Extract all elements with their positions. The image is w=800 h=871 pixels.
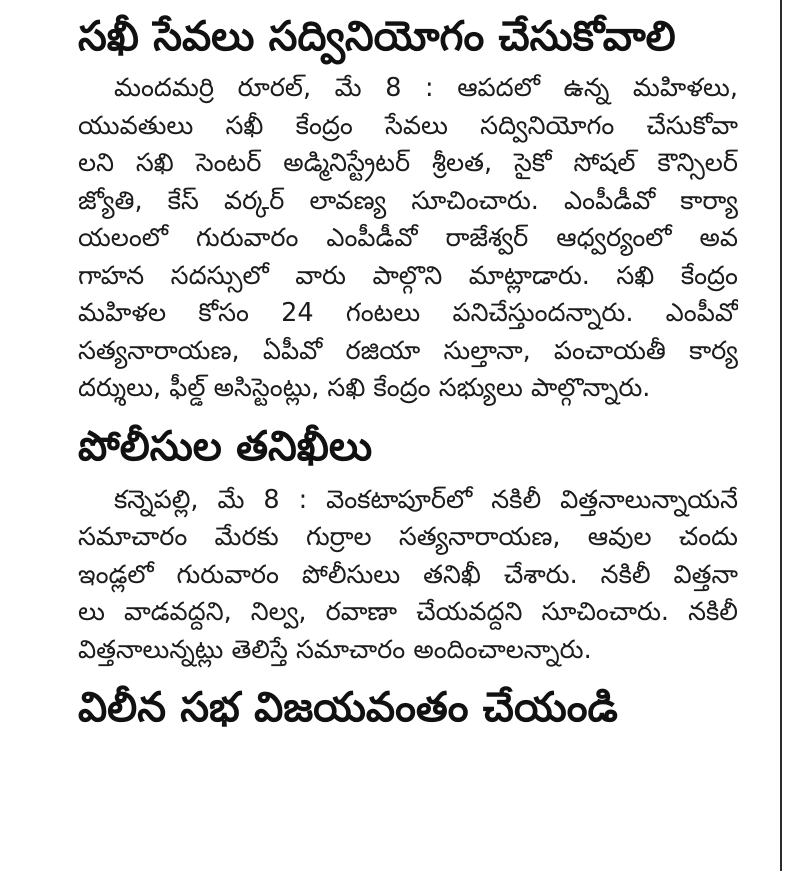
body-line: మందమర్రి రూరల్, మే 8 : ఆపదలో ఉన్న మహిళలు, xyxy=(114,73,738,103)
body-line: గాహన సదస్సులో వారు పాల్గొని మాట్లాడారు. సఖి కేంద్రం xyxy=(78,260,738,291)
body-line: లని సఖి సెంటర్ అడ్మినిస్ట్రేటర్ శ్రీలత, సైకో సోషల్ కౌన్సిలర్ xyxy=(78,148,738,178)
article-body-police-inspections xyxy=(78,482,738,670)
article-merger-meeting xyxy=(78,679,738,735)
body-line: సమాచారం మేరకు గుర్రాల సత్యనారాయణ, ఆవుల చందు xyxy=(78,522,738,552)
headline-sakhi-services: సఖీ సేవలు సద్వినియోగం చేసుకోవాలి xyxy=(78,12,676,60)
body-line: యలంలో గురువారం ఎంపీడీవో రాజేశ్వర్ ఆధ్వర్యంలో అవ xyxy=(78,223,738,253)
body-line: మహిళల కోసం 24 గంటలు పనిచేస్తుందన్నారు. ఎంపీవో xyxy=(78,298,738,328)
article-police-inspections xyxy=(78,418,738,670)
article-column xyxy=(78,8,738,735)
headline-merger-meeting: విలీన సభ విజయవంతం చేయండి xyxy=(78,683,618,731)
body-line: దర్శులు, ఫీల్డ్ అసిస్టెంట్లు, సఖి కేంద్రం సభ్యులు పాల్గొన్నారు. xyxy=(78,373,651,403)
article-body-sakhi-services xyxy=(78,70,738,408)
column-divider xyxy=(780,0,782,871)
body-line: లు వాడవద్దని, నిల్వ, రవాణా చేయవద్దని సూచించారు. నకిలీ xyxy=(78,597,738,627)
body-line: యువతులు సఖీ కేంద్రం సేవలు సద్వినియోగం చేసుకోవా xyxy=(78,110,738,141)
body-line: విత్తనాలున్నట్లు తెలిస్తే సమాచారం అందించాలన్నారు. xyxy=(78,634,592,665)
headline-police-inspections: పోలీసుల తనిఖీలు xyxy=(78,421,373,470)
body-line: ఇండ్లలో గురువారం పోలీసులు తనిఖీ చేశారు. నకిలీ విత్తనా xyxy=(78,559,738,590)
body-line: కన్నెపల్లి, మే 8 : వెంకటాపూర్‌లో నకిలీ విత్తనాలున్నాయనే xyxy=(114,484,738,515)
body-line: సత్యనారాయణ, ఏపీవో రజియా సుల్తానా, పంచాయతీ కార్య xyxy=(78,335,738,366)
article-sakhi-services xyxy=(78,8,738,408)
body-line: జ్యోతి, కేస్ వర్కర్ లావణ్య సూచించారు. ఎంపీడీవో కార్యా xyxy=(78,185,738,216)
